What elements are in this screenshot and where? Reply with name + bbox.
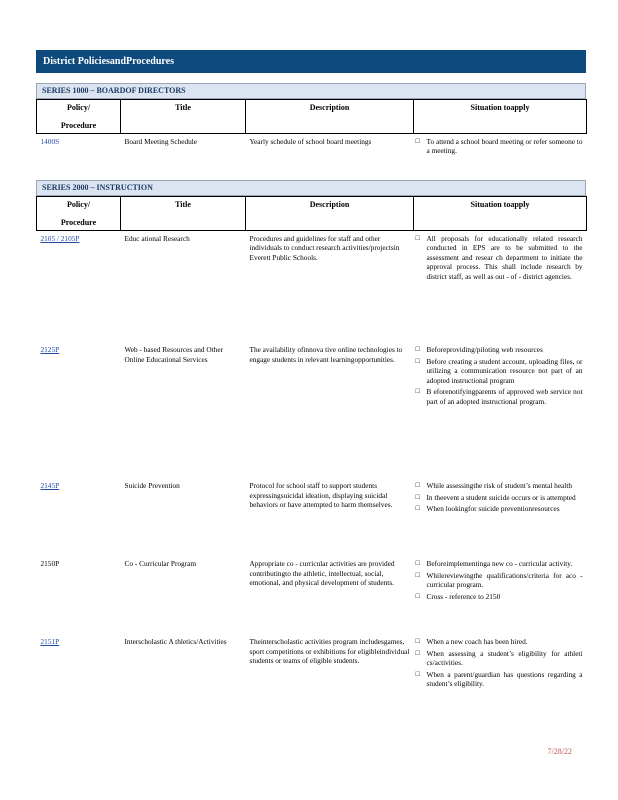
bullet-icon: □ [415, 492, 420, 501]
policy-situations: □ Beforeproviding/piloting web resources □ Before creating a student account, uploading files, or utilizing a communication resource not part of an adopted instructional program □ B eforenotifyingparents of approved web service not part of an adopted instructional program. [415, 345, 583, 406]
bullet-icon: □ [415, 356, 420, 365]
series-2000-header: SERIES 2000 – INSTRUCTION [36, 180, 586, 196]
header-policy: Policy/ Procedure [37, 196, 121, 230]
policy-link-2151p[interactable]: 2151P [40, 637, 60, 647]
table-header-row [37, 100, 587, 134]
series-2000-table [36, 196, 587, 693]
header-title: Title [121, 100, 246, 134]
header-description: Description [246, 100, 414, 134]
document-date: 7/28/22 [547, 747, 572, 756]
bullet-icon: □ [415, 481, 420, 490]
policy-code-2150p: 2150P [40, 559, 60, 569]
policy-title: Suicide Prevention [124, 481, 180, 491]
bullet-icon: □ [415, 559, 420, 568]
policy-situations: □ To attend a school board meeting or refer someone to a meeting. [415, 137, 583, 156]
header-situation: Situation toapply [414, 100, 587, 134]
bullet-icon: □ [415, 591, 420, 600]
header-description: Description [246, 196, 414, 230]
series-1000-header: SERIES 1000 – BOARDOF DIRECTORS [36, 83, 586, 99]
table-row [37, 634, 587, 692]
policy-code [37, 342, 121, 478]
series-1000-table [36, 99, 587, 160]
bullet-icon: □ [415, 637, 420, 646]
policy-link-2145p[interactable]: 2145P [40, 481, 60, 491]
bullet-icon: □ [415, 648, 420, 657]
policy-link-2125p[interactable]: 2125P [40, 345, 60, 355]
header-situation: Situation toapply [414, 196, 587, 230]
bullet-icon: □ [415, 570, 420, 579]
policy-title: Interscholastic A thletics/Activities [124, 637, 227, 647]
bullet-icon: □ [415, 137, 420, 145]
policy-code [37, 230, 121, 342]
table-row [37, 556, 587, 634]
policy-description: Yearly schedule of school board meetings [249, 137, 372, 146]
table-header-row [37, 196, 587, 230]
policy-situations: □ All proposals for educationally related research conducted in EPS are to be submitted to the assessment and resear ch department to initiate the approval process. This shall include research by district staff, as well as out - of - district agencies. [415, 233, 583, 281]
bullet-icon: □ [415, 345, 420, 354]
bullet-icon: □ [415, 504, 420, 513]
document-title-banner: District PoliciesandProcedures [36, 50, 586, 73]
header-policy: Policy/ Procedure [37, 100, 121, 134]
table-row [37, 478, 587, 556]
policy-description: Theinterscholastic activities program includesgames, sport competitions or exhibitions for eligibleindividual students or teams of eligible students. [249, 637, 410, 666]
policy-description: Appropriate co - curricular activities are provided contributingto the athletic, intellectual, social, emotional, and physical development of students. [249, 559, 395, 588]
table-row [37, 230, 587, 342]
bullet-icon: □ [415, 387, 420, 396]
policy-title: Web - based Resources and Other Online Educational Services [124, 345, 223, 364]
policy-situations: □ While assessingthe risk of student’s mental health □ In theevent a student suicide occurs or is attempted □ When lookingfor suicide preventionresources [415, 481, 576, 514]
table-row [37, 342, 587, 478]
policy-situations: □ Beforeimplementinga new co - curricular activity. □ Whilereviewingthe qualifications/criteria for aco - curricular program. □ Cross - reference to 2150 [415, 559, 583, 601]
policy-code [37, 478, 121, 556]
policy-description: Procedures and guidelines for staff and other individuals to conduct research activities/projectsin Everett Public Schools. [249, 233, 400, 262]
policy-description: The availability ofinnova tive online technologies to engage students in relevant learningopportunities. [249, 345, 403, 364]
header-title: Title [121, 196, 246, 230]
policy-title: Board Meeting Schedule [124, 137, 198, 146]
bullet-icon: □ [415, 233, 420, 242]
policy-link-2105[interactable]: 2105 / 2105P [40, 233, 80, 243]
policy-situations: □ When a new coach has been hired. □ When assessing a student’s eligibility for athleti cs/activities. □ When a parent/guardian has questions regarding a student’s eligibility. [415, 637, 583, 689]
policy-code [37, 556, 121, 634]
policy-description: Protocol for school staff to support students expressingsuicidal ideation, displaying suicidal behaviors or have attempted to harm themselves. [249, 481, 393, 510]
bullet-icon: □ [415, 669, 420, 678]
policy-code: 1400S [40, 137, 60, 146]
policy-title: Educ ational Research [124, 233, 190, 243]
policy-title: Co - Curricular Program [124, 559, 197, 569]
policies-document [36, 50, 586, 693]
policy-code [37, 634, 121, 692]
table-row [37, 134, 587, 160]
